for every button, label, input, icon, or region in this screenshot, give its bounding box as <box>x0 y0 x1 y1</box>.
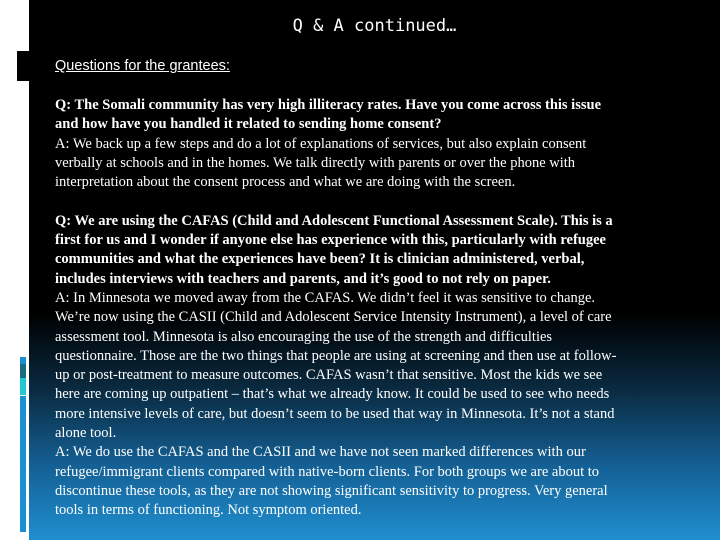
answer-line: assessment tool. Minnesota is also encouraging the use of the strength and difficulties <box>55 328 553 345</box>
decor-block <box>17 51 29 81</box>
answer-line: alone tool. <box>55 425 117 442</box>
question-line: Q: The Somali community has very high illiteracy rates. Have you come across this issue <box>55 97 602 113</box>
answer-line: refugee/immigrant clients compared with native-born clients. For both groups we are about to <box>55 463 599 480</box>
answer-line: discontinue these tools, as they are not showing significant sensitivity to progress. Very general <box>55 482 608 499</box>
decor-bar-top <box>20 357 26 364</box>
question-line: first for us and I wonder if anyone else has experience with this, particularly with refugee <box>55 232 606 249</box>
answer-line: A: We back up a few steps and do a lot of explanations of services, but also explain consent <box>55 135 587 152</box>
answer-line: questionnaire. Those are the two things that people are using at screening and then use at follow- <box>55 347 617 364</box>
answer-line: more intensive levels of care, but doesn’t seem to be used that way in Minnesota. It’s not a stand <box>55 405 615 422</box>
answer-line: A: We do use the CAFAS and the CASII and we have not seen marked differences with our <box>55 444 586 461</box>
slide-body <box>55 96 695 521</box>
answer-line: here are coming up outpatient – that’s what we already know. It could be used to see who needs <box>55 386 610 403</box>
decor-bar-teal <box>20 364 26 378</box>
answer-line: We’re now using the CASII (Child and Adolescent Service Intensity Instrument), a level of care <box>55 309 612 326</box>
section-heading: Questions for the grantees: <box>55 58 230 74</box>
qa-block-2 <box>55 212 695 521</box>
question-line: and how have you handled it related to sending home consent? <box>55 116 442 133</box>
decor-bar-bottom <box>20 396 26 532</box>
qa-block-1 <box>55 96 695 192</box>
question-line: communities and what the experiences have been? It is clinician administered, verbal, <box>55 251 585 268</box>
answer-line: tools in terms of functioning. Not symptom oriented. <box>55 502 362 519</box>
answer-line: verbally at schools and in the homes. We talk directly with parents or over the phone with <box>55 154 576 171</box>
decor-bar-cyan <box>20 378 26 395</box>
question-line: includes interviews with teachers and parents, and it’s good to not rely on paper. <box>55 270 551 287</box>
answer-line: interpretation about the consent process and what we are doing with the screen. <box>55 174 516 191</box>
answer-line: up or post-treatment to measure outcomes. CAFAS wasn’t that sensitive. Most the kids we see <box>55 367 603 384</box>
slide-title: Q & A continued… <box>292 16 457 36</box>
question-line: Q: We are using the CAFAS (Child and Adolescent Functional Assessment Scale). This is a <box>55 212 613 229</box>
answer-line: A: In Minnesota we moved away from the CAFAS. We didn’t feel it was sensitive to change. <box>55 289 596 306</box>
